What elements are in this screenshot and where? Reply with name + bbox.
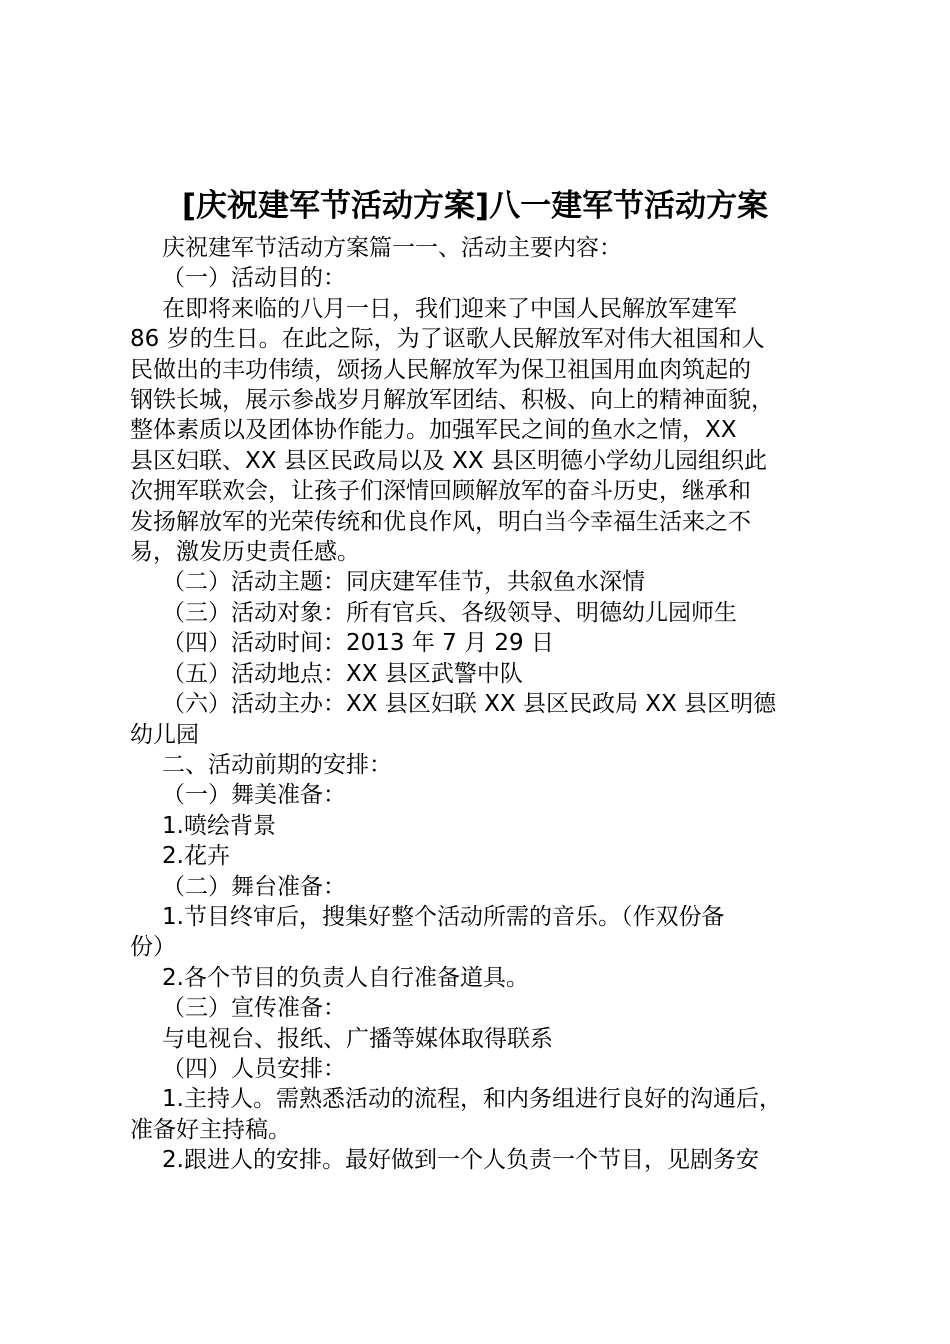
body-line: 民做出的丰功伟绩，颂扬人民解放军为保卫祖国用血肉筑起的	[130, 356, 751, 383]
document-title: [庆祝建军节活动方案]八一建军节活动方案	[181, 188, 769, 224]
body-line: （一）舞美准备：	[162, 782, 346, 809]
body-line: 1.主持人。需熟悉活动的流程，和内务组进行良好的沟通后，	[162, 1086, 782, 1113]
body-line: （三）宣传准备：	[162, 995, 346, 1022]
body-line: 1.喷绘背景	[162, 812, 276, 839]
body-line: （四）活动时间：2013 年 7 月 29 日	[162, 630, 554, 657]
body-line: 在即将来临的八月一日，我们迎来了中国人民解放军建军	[162, 295, 737, 322]
body-line: 2.花卉	[162, 843, 230, 870]
body-line: （六）活动主办：XX 县区妇联 XX 县区民政局 XX 县区明德	[162, 691, 777, 718]
body-line: 1.节目终审后，搜集好整个活动所需的音乐。（作双份备	[162, 903, 725, 930]
body-line: 庆祝建军节活动方案篇一一、活动主要内容：	[162, 235, 622, 261]
body-line: （四）人员安排：	[162, 1055, 346, 1082]
body-line: 次拥军联欢会，让孩子们深情回顾解放军的奋斗历史，继承和	[130, 478, 751, 505]
document-body	[130, 233, 845, 1176]
body-line: 86 岁的生日。在此之际，为了讴歌人民解放军对伟大祖国和人	[130, 326, 765, 353]
body-line: 整体素质以及团体协作能力。加强军民之间的鱼水之情，XX	[130, 417, 737, 444]
body-line: 二、活动前期的安排：	[162, 751, 392, 778]
body-line: （一）活动目的：	[162, 265, 346, 292]
body-line: 准备好主持稿。	[130, 1116, 291, 1143]
body-line: 2.各个节目的负责人自行准备道具。	[162, 964, 529, 991]
body-line: 发扬解放军的光荣传统和优良作风，明白当今幸福生活来之不	[130, 508, 751, 535]
body-line: （二）舞台准备：	[162, 873, 346, 900]
body-line: （五）活动地点：XX 县区武警中队	[162, 660, 523, 687]
body-line: （三）活动对象：所有官兵、各级领导、明德幼儿园师生	[162, 599, 737, 626]
body-line: 幼儿园	[130, 721, 199, 748]
body-line: 与电视台、报纸、广播等媒体取得联系	[162, 1025, 553, 1052]
body-line: （二）活动主题：同庆建军佳节，共叙鱼水深情	[162, 569, 645, 596]
body-line: 份）	[130, 934, 176, 961]
body-line: 2.跟进人的安排。最好做到一个人负责一个节目，见剧务安	[162, 1147, 759, 1174]
body-line: 钢铁长城，展示参战岁月解放军团结、积极、向上的精神面貌，	[130, 387, 774, 414]
body-line: 县区妇联、XX 县区民政局以及 XX 县区明德小学幼儿园组织此	[130, 447, 767, 474]
body-line: 易，激发历史责任感。	[130, 539, 360, 566]
